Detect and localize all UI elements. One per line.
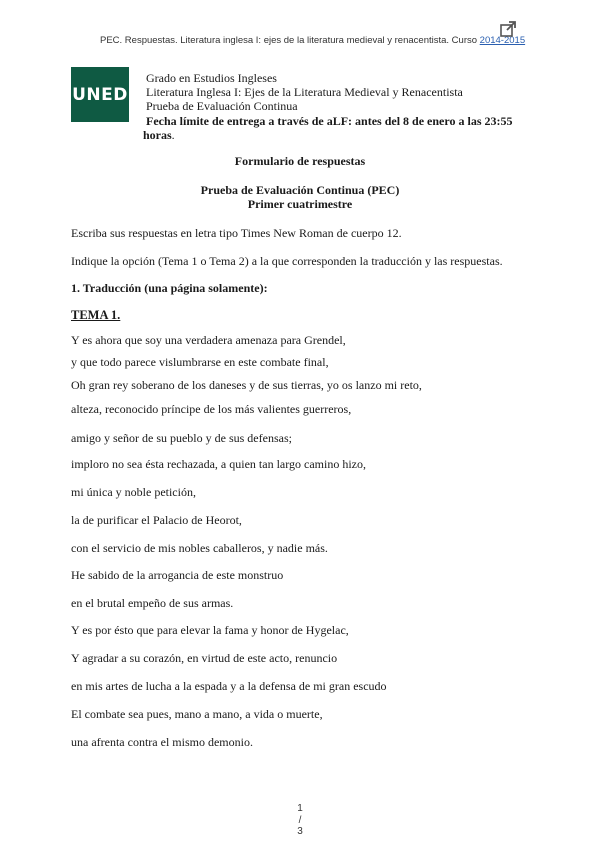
translation-line: la de purificar el Palacio de Heorot, (71, 513, 242, 527)
translation-line: El combate sea pues, mano a mano, a vida o muerte, (71, 707, 323, 721)
deadline-period: . (171, 128, 175, 142)
degree-line: Grado en Estudios Ingleses (146, 71, 277, 85)
translation-line: con el servicio de mis nobles caballeros, y nadie más. (71, 541, 328, 555)
deadline-continuation (143, 128, 175, 142)
instruction-option: Indique la opción (Tema 1 o Tema 2) a la que corresponden la traducción y las respuestas. (71, 254, 503, 268)
translation-line: y que todo parece vislumbrarse en este combate final, (71, 355, 329, 369)
translation-line: imploro no sea ésta rechazada, a quien tan largo camino hizo, (71, 457, 366, 471)
pec-title: Prueba de Evaluación Continua (PEC) (200, 183, 400, 197)
course-line: Literatura Inglesa I: Ejes de la Literatura Medieval y Renacentista (146, 85, 463, 99)
translation-line: alteza, reconocido príncipe de los más valientes guerreros, (71, 402, 352, 416)
instruction-font: Escriba sus respuestas en letra tipo Times New Roman de cuerpo 12. (71, 226, 402, 240)
translation-line: Y agradar a su corazón, en virtud de este acto, renuncio (71, 651, 338, 665)
translation-line: amigo y señor de su pueblo y de sus defensas; (71, 431, 292, 445)
uned-logo (71, 67, 129, 122)
header-year-link[interactable]: 2014-2015 (479, 35, 526, 46)
form-title: Formulario de respuestas (234, 154, 366, 168)
header-text: PEC. Respuestas. Literatura inglesa I: ejes de la literatura medieval y renacentista. Curso (100, 35, 480, 46)
running-header (100, 35, 526, 46)
page-number-current: 1 (297, 803, 303, 814)
translation-line: en mis artes de lucha a la espada y a la defensa de mi gran escudo (71, 679, 387, 693)
translation-line: mi única y noble petición, (71, 485, 196, 499)
page-number-total: 3 (297, 826, 303, 837)
test-line: Prueba de Evaluación Continua (146, 99, 298, 113)
logo-text: UNED (72, 84, 128, 105)
deadline-line: Fecha límite de entrega a través de aLF: antes del 8 de enero a las 23:55 (146, 114, 513, 128)
deadline-hours: horas (143, 128, 172, 142)
semester-title: Primer cuatrimestre (247, 197, 353, 211)
translation-line: He sabido de la arrogancia de este monstruo (71, 568, 284, 582)
external-link-icon[interactable] (499, 20, 517, 38)
translation-line: en el brutal empeño de sus armas. (71, 596, 234, 610)
translation-line: Y es ahora que soy una verdadera amenaza para Grendel, (71, 333, 346, 347)
translation-line: Oh gran rey soberano de los daneses y de sus tierras, yo os lanzo mi reto, (71, 378, 422, 392)
translation-line: Y es por ésto que para elevar la fama y honor de Hygelac, (71, 623, 349, 637)
translation-line: una afrenta contra el mismo demonio. (71, 735, 253, 749)
page-number-separator: / (298, 815, 302, 826)
course-info (146, 71, 463, 113)
section-heading: 1. Traducción (una página solamente): (71, 281, 268, 295)
tema-heading: TEMA 1. (71, 308, 121, 322)
